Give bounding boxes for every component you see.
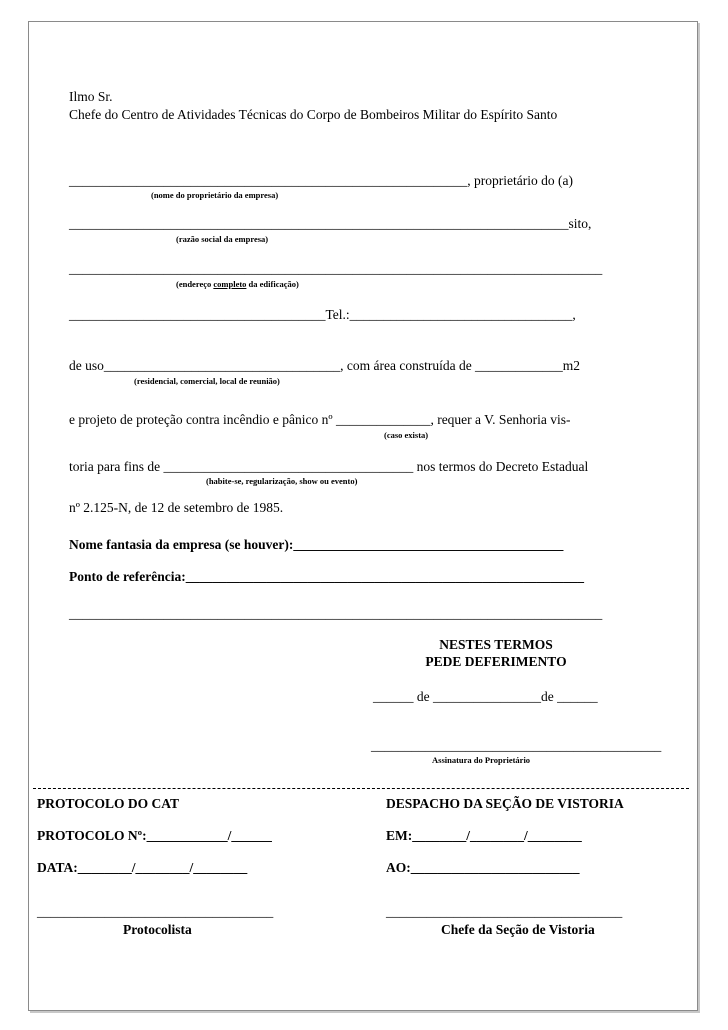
closing-request: PEDE DEFERIMENTO — [425, 654, 567, 669]
owner-name-hint: (nome do proprietário da empresa) — [151, 190, 279, 200]
dispatch-title: DESPACHO DA SEÇÃO DE VISTORIA — [386, 796, 624, 811]
dispatch-signature-label: Chefe da Seção de Vistoria — [441, 922, 595, 937]
protocol-signature-label: Protocolista — [123, 922, 192, 937]
protocol-title: PROTOCOLO DO CAT — [37, 796, 180, 811]
fire-protection-hint: (caso exista) — [384, 430, 429, 440]
address-line: _______________________________________________________________________________ — [69, 261, 603, 276]
cut-line — [33, 788, 689, 789]
usage-area-line: de uso___________________________________, com área construída de _____________m2 — [69, 358, 581, 373]
dispatch-em: EM:________/________/________ — [386, 828, 582, 843]
company-name-hint: (razão social da empresa) — [176, 234, 269, 244]
protocol-number: PROTOCOLO Nº:____________/______ — [37, 828, 272, 843]
recipient: Chefe do Centro de Atividades Técnicas do Corpo de Bombeiros Militar do Espírito Santo — [69, 107, 558, 122]
blank-line: _______________________________________________________________________________ — [69, 606, 603, 621]
salutation: Ilmo Sr. — [69, 89, 113, 104]
protocol-signature-line: ___________________________________ — [37, 904, 274, 919]
reference-point-line: Ponto de referência:___________________________________________________________ — [69, 569, 584, 584]
purpose-line: toria para fins de _____________________________________ nos termos do Decreto Estadual — [69, 459, 589, 474]
fire-protection-line: e projeto de proteção contra incêndio e pânico nº ______________, requer a V. Senhoria vis- — [69, 412, 571, 427]
protocol-date: DATA:________/________/________ — [37, 860, 248, 875]
dispatch-ao: AO:_________________________ — [386, 860, 580, 875]
owner-signature-line: ___________________________________________ — [371, 738, 662, 753]
company-name-line: __________________________________________________________________________sito, — [69, 216, 592, 231]
closing-date: ______ de ________________de ______ — [373, 689, 598, 704]
address-phone-line: ______________________________________Tel.:_________________________________, — [69, 307, 576, 322]
purpose-hint: (habite-se, regularização, show ou evento) — [206, 476, 358, 486]
address-hint: (endereço completo da edificação) — [176, 279, 299, 289]
decree-line: nº 2.125-N, de 12 de setembro de 1985. — [69, 500, 284, 515]
trade-name-line: Nome fantasia da empresa (se houver):________________________________________ — [69, 537, 564, 552]
closing-terms: NESTES TERMOS — [439, 637, 553, 652]
owner-name-line: ___________________________________________________________, proprietário do (a) — [69, 173, 573, 188]
dispatch-signature-line: ___________________________________ — [386, 904, 623, 919]
owner-signature-label: Assinatura do Proprietário — [432, 755, 531, 765]
usage-hint: (residencial, comercial, local de reunião) — [134, 376, 280, 386]
